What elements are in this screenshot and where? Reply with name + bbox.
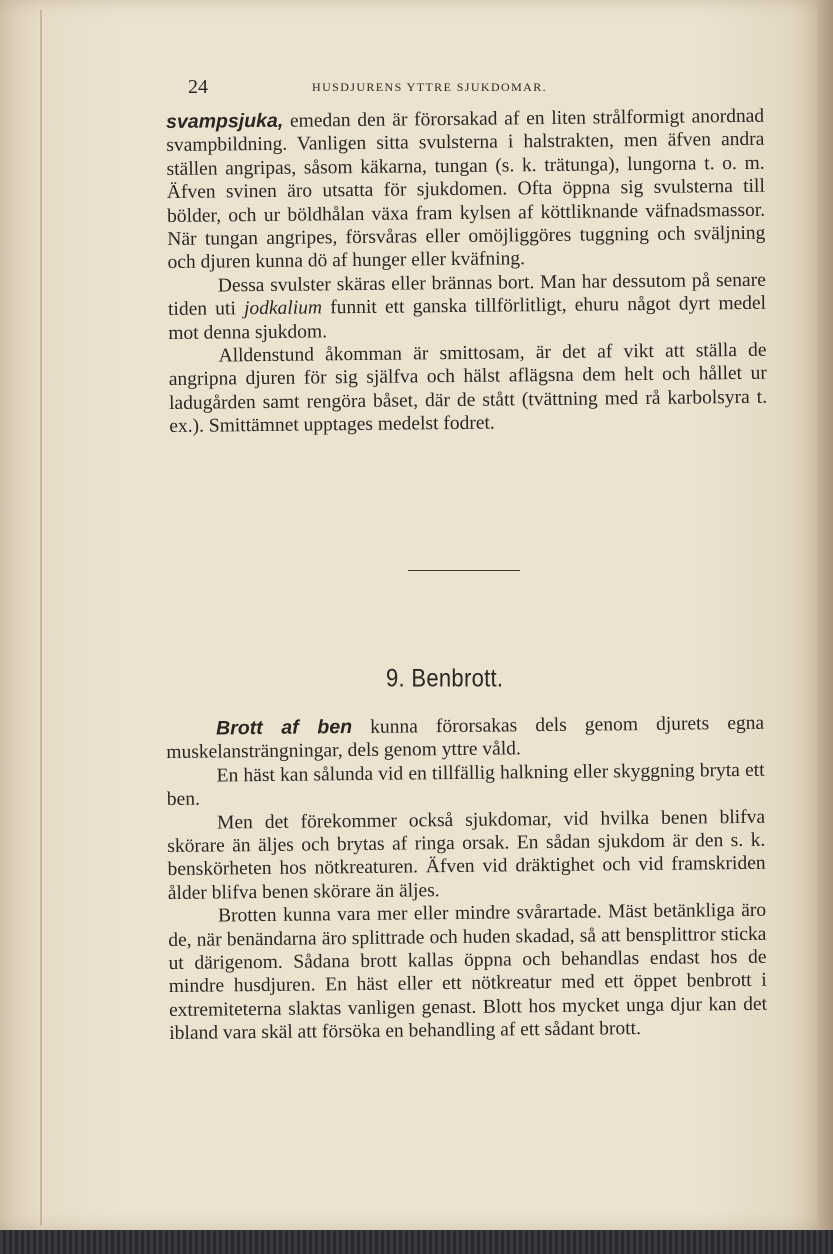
page-number: 24 (188, 76, 208, 98)
running-title: HUSDJURENS YTTRE SJUKDOMAR. (312, 80, 548, 94)
term-emphasis: svampsjuka, (166, 109, 284, 133)
page-gutter (40, 10, 42, 1225)
paragraph-text: funnit ett ganska tillförlitligt, ehuru något dyrt medel mot denna sjukdom. (168, 292, 767, 344)
paragraph-text: Dessa svulster skäras eller brännas bort. Man har dessutom på senare tiden uti (167, 269, 766, 321)
paragraph (168, 269, 767, 345)
background-surface (0, 1228, 833, 1254)
paragraph (167, 805, 766, 905)
paragraph (168, 899, 767, 1046)
section-one-text (166, 105, 767, 439)
paragraph (166, 759, 764, 812)
paragraph-text: Brotten kunna vara mer eller mindre svårartade. Mäst betänkliga äro de, när benändarna äro splittrade och huden skadad, så att bensplittror sticka ut därigenom. Sådana brott kallas öppna och behandlas endast hos de mindre husdjuren. En häst eller ett nötkreatur med ett öppet benbrott i extremiteterna slaktas vanligen genast. Blott hos mycket unga djur kan det ibland vara skäl att försöka en behandling af ett sådant brott. (168, 899, 768, 1045)
paragraph (166, 105, 766, 275)
paragraph-text: Alldenstund åkomman är smittosam, är det af vikt att ställa de angripna djuren för sig själfva och hälst aflägsna dem helt och hållet ur ladugården samt rengöra båset, där de stått (tvättning med rå karbolsyra t. ex.). Smittämnet upptages medelst fodret. (168, 339, 768, 438)
running-head (188, 76, 758, 100)
section-two-text (166, 712, 767, 1046)
term-emphasis: Brott af ben (215, 716, 353, 740)
paragraph (168, 339, 767, 439)
paragraph-text: En häst kan sålunda vid en tillfällig halkning eller skyggning bryta ett ben. (166, 759, 765, 811)
paragraph-text: Men det förekommer också sjukdomar, vid hvilka benen blifva skörare än äljes och brytas af ringa orsak. En sådan sjukdom är den s. k. benskörheten hos nötkreaturen. Äfven vid dräktighet och vid framskriden ålder blifva benen skörare än äljes. (167, 806, 766, 904)
section-divider (408, 570, 520, 571)
paragraph (166, 712, 764, 765)
section-heading: 9. Benbrott. (386, 664, 504, 692)
term-emphasis: jodkalium (243, 297, 323, 320)
paragraph-text: kunna förorsakas dels genom djurets egna muskelansträngningar, dels genom yttre våld. (166, 712, 765, 764)
paragraph-text: emedan den är förorsakad af en liten strålformigt anordnad svampbildning. Vanligen sitta svulsterna i halstrakten, men äfven andra ställen angripas, såsom käkarna, tungan (s. k. trätunga), lungorna t. o. m. Äfven svinen äro utsatta för sjukdomen. Ofta öppna sig svulsterna till bölder, och ur böldhålan växa fram kylsen af köttliknande väfnadsmassor. När tungan angripes, försvåras eller omöjliggöres tuggning och sväljning och djuren kunna dö af hunger eller kväfning. (166, 105, 766, 274)
